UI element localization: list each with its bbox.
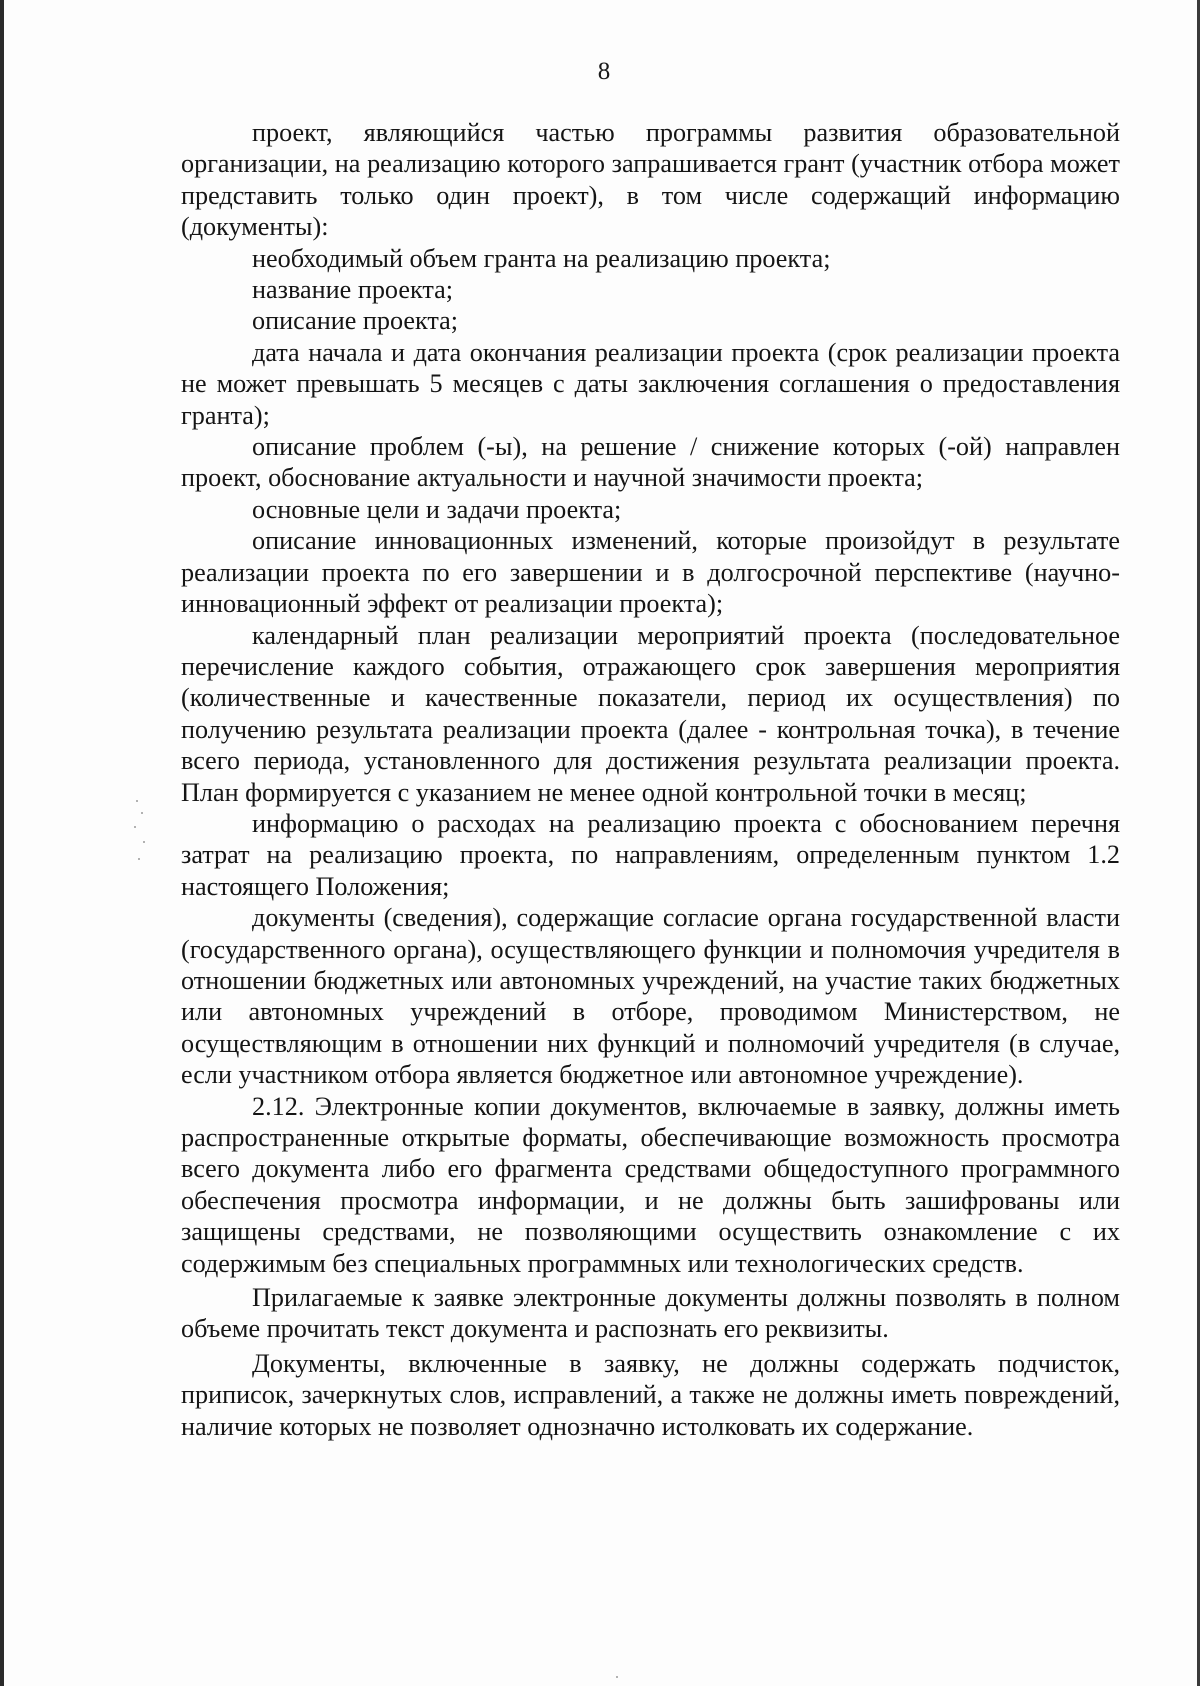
paragraph-problem-description: описание проблем (-ы), на решение / снижение которых (-ой) направлен проект, обоснование актуальности и научной значимости проекта; (181, 432, 1120, 493)
paragraph-grant-volume: необходимый объем гранта на реализацию проекта; (252, 243, 831, 273)
paragraph-electronic-copies: 2.12. Электронные копии документов, включаемые в заявку, должны иметь распространенные открытые форматы, обеспечивающие возможность просмотра всего документа либо его фрагмента средствами общедоступного программного обеспечения просмотра информации, и не должны быть зашифрованы или защищены средствами, не позволяющими осуществить ознакомление с их содержимым без специальных программных или технологических средств. (181, 1091, 1120, 1278)
scan-speck (143, 841, 145, 843)
page-number: 8 (597, 58, 611, 85)
scan-speck (138, 858, 140, 860)
scan-speck (141, 812, 143, 814)
paragraph-project-dates: дата начала и дата окончания реализации проекта (срок реализации проекта не может превышать 5 месяцев с даты заключения соглашения о предоставления гранта); (181, 337, 1120, 430)
scan-speck (134, 826, 136, 828)
paragraph-calendar-plan: календарный план реализации мероприятий проекта (последовательное перечисление каждого события, отражающего срок завершения мероприятия (количественные и качественные показатели, период их осуществления) по получению результата реализации проекта (далее - контрольная точка), в течение всего периода, установленного для достижения результата реализации проекта. План формируется с указанием не менее одной контрольной точки в месяц; (181, 620, 1120, 807)
document-body (181, 117, 1120, 1442)
paragraph-project-name: название проекта; (252, 275, 454, 305)
scan-speck (136, 800, 138, 802)
paragraph-innovation-changes: описание инновационных изменений, которые произойдут в результате реализации проекта по его завершении и в долгосрочной перспективе (научно-инновационный эффект от реализации проекта); (181, 526, 1120, 619)
paragraph-consent-documents: документы (сведения), содержащие согласие органа государственной власти (государственного органа), осуществляющего функции и полномочия учредителя в отношении бюджетных или автономных учреждений, на участие таких бюджетных или автономных учреждений в отборе, проводимом Министерством, не осуществляющим в отношении них функций и полномочий учредителя (в случае, если участником отбора является бюджетное или автономное учреждение). (181, 903, 1120, 1090)
paragraph-attached-documents: Прилагаемые к заявке электронные документы должны позволять в полном объеме прочитать текст документа и распознать его реквизиты. (181, 1283, 1120, 1344)
paragraph-expenses: информацию о расходах на реализацию проекта с обоснованием перечня затрат на реализацию проекта, по направлениям, определенным пунктом 1.2 настоящего Положения; (181, 808, 1120, 901)
paragraph-project-description: описание проекта; (252, 306, 459, 336)
scan-speck (616, 1676, 618, 1678)
paragraph-goals: основные цели и задачи проекта; (252, 494, 622, 524)
paragraph-document-integrity: Документы, включенные в заявку, не должны содержать подчисток, приписок, зачеркнутых слов, исправлений, а также не должны иметь повреждений, наличие которых не позволяет однозначно истолковать их содержание. (181, 1348, 1120, 1441)
paragraph-project-intro: проект, являющийся частью программы развития образовательной организации, на реализацию которого запрашивается грант (участник отбора может представить только один проект), в том числе содержащий информацию (документы): (181, 118, 1120, 242)
